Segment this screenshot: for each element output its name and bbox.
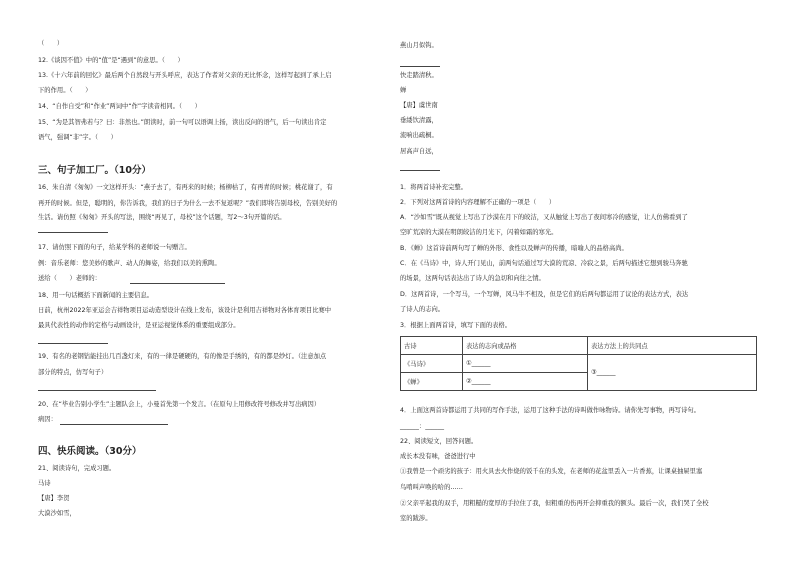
table-header-aspiration: 表达的志向或品格 bbox=[463, 337, 588, 355]
question-21-4: 4．上面这两首诗都运用了共同的写作手法，运用了这种手法的诗叫做作咏物诗。请你先写事物，再写诗句。 bbox=[400, 407, 700, 414]
section-4-heading: 四、快乐阅读。（30分） bbox=[38, 446, 142, 457]
table-cell-poem-ma: 《马诗》 bbox=[401, 355, 463, 373]
question-16-line2: 再开的时候。但是，聪明的，你告诉我，我们的日子为什么一去不复返呢？”我们即将告别母校，告别美好的 bbox=[38, 200, 338, 207]
question-17: 17、请仿照下面的句子，给某学科的老师说一句赠言。 bbox=[38, 244, 191, 251]
table-row bbox=[401, 355, 757, 373]
table-cell-blank-1[interactable]: ①______ bbox=[463, 355, 588, 373]
poem-comparison-table bbox=[400, 336, 757, 391]
poem-1-blank bbox=[400, 66, 440, 67]
answer-line-20 bbox=[60, 424, 168, 425]
poem-1-line1: 大漠沙如雪， bbox=[38, 510, 76, 517]
table-header-method: 表达方法上的共同点 bbox=[588, 337, 757, 355]
question-16-line3: 生活。请仿照《匆匆》开头的写法，围绕“再见了，母校”这个话题，写2～3句开篇的话。 bbox=[38, 214, 286, 221]
answer-line-16 bbox=[38, 232, 108, 233]
question-22: 22、阅读短文，回答问题。 bbox=[400, 438, 478, 445]
table-cell-poem-chan: 《蝉》 bbox=[401, 373, 463, 391]
poem-2-line1: 垂緌饮清露， bbox=[400, 117, 438, 124]
question-21-1: 1．将两首诗补充完整。 bbox=[400, 184, 467, 191]
question-20: 20、在“毕业告别小学生”主题队会上，小曼首先第一个发言。（在原句上用修改符号修改并写出病因） bbox=[38, 401, 321, 408]
section-3-heading: 三、句子加工厂。（10分） bbox=[38, 165, 151, 176]
question-13-line1: 13.《十六年前的回忆》最后两个自然段与开头呼应，表达了作者对父亲的无比怀念，这样写起到了承上启 bbox=[38, 72, 332, 79]
option-d-line1: D．这两首诗，一个写马，一个写蝉，风马牛不相及，但是它们的后两句都运用了议论的表达方式，表达 bbox=[400, 291, 689, 298]
question-18: 18、用一句话概括下面新闻的主要信息。 bbox=[38, 292, 154, 299]
question-21-3: 3．根据上面两首诗，填写下面的表格。 bbox=[400, 322, 512, 329]
question-12: 12.《谈因不值》中的“值”是“遇到”的意思。（ ） bbox=[38, 57, 184, 64]
question-19-line1: 19、有名的老钢钻能挂出几百盏灯来，有的一律是硬硬的，有的像是手绣的，有的都是纱灯。（注意加点 bbox=[38, 353, 327, 360]
table-header-poem: 古诗 bbox=[401, 337, 463, 355]
question-13-line2: 下的作用。（ ） bbox=[38, 87, 92, 94]
question-17-prompt: 送给（ ）老师的： bbox=[38, 275, 101, 282]
option-c-line1: C．在《马诗》中，诗人开门见山，前两句话通过写大漠的荒凉、冷寂之景，后两句描述它想到骏马奔驰 bbox=[400, 260, 688, 267]
passage-para1-line1: ①我曾是一个顽劣的孩子：用火具去火作烧的饭千在的头发，在老师的花盆里丢入一片香蕉，让课桌抽屉里塞 bbox=[400, 468, 703, 475]
option-a-line2: 空旷荒凉的大漠在明朗皎洁的月光下，闪着如霜的寒光。 bbox=[400, 229, 558, 236]
poem-2-line3: 居高声自远， bbox=[400, 148, 438, 155]
question-15-line2: 语气，强调“非”字。（ ） bbox=[38, 134, 117, 141]
question-17-example: 例：音乐老师：您美妙的歌声、动人的舞姿，给我们以美的熏陶。 bbox=[38, 260, 221, 267]
table-cell-blank-3[interactable]: ③______ bbox=[588, 355, 757, 391]
poem-1-line4: 快走踏清秋。 bbox=[400, 72, 438, 79]
table-header-row bbox=[401, 337, 757, 355]
question-14: 14、“自作自受”和“作业”两词中“作”字读音相同。（ ） bbox=[38, 103, 201, 110]
question-18-news-line1: 日前，杭州2022年亚运会吉祥物项目运动造型设计在线上发布，该设计是利用吉祥物对各体育项目比赛中 bbox=[38, 307, 332, 314]
option-b: B．《蝉》这首诗前两句写了蝉的外形、食性以及蝉声的传播，暗喻人的品格高尚。 bbox=[400, 245, 628, 252]
question-15-line1: 15、“为是其智弗若与？曰：非然也。”朗读时，前一句可以语调上扬，读出反问的语气，后一句读出肯定 bbox=[38, 119, 327, 126]
passage-para1-line2: 鸟啃叫声唤的哈的…… bbox=[400, 484, 463, 491]
poem-2-author: 【唐】虞世南 bbox=[400, 102, 438, 109]
option-a-line1: A．“沙如雪”既从视觉上写出了沙漠在月下的皎洁，又从触觉上写出了夜间寒冷的感觉，让人仿佛看到了 bbox=[400, 214, 688, 221]
poem-2-line2: 流响出疏桐。 bbox=[400, 132, 438, 139]
question-21-4-answer: ______：______ bbox=[400, 423, 445, 430]
option-c-line2: 的场景，这两句话表达出了诗人的急切和向往之情。 bbox=[400, 275, 545, 282]
answer-line-18 bbox=[38, 343, 108, 344]
poem-2-title: 蝉 bbox=[400, 87, 407, 94]
poem-1-author: 【唐】李贺 bbox=[38, 495, 70, 502]
question-19-line2: 部分的特点，仿写句子） bbox=[38, 369, 108, 376]
question-21: 21、阅读诗句，完成习题。 bbox=[38, 465, 116, 472]
poem-2-blank bbox=[400, 170, 440, 171]
answer-line-17 bbox=[130, 283, 225, 284]
passage-title: 成长本没有味，爸爸进行中 bbox=[400, 453, 476, 460]
poem-1-line2: 燕山月似钩。 bbox=[400, 42, 438, 49]
question-16-line1: 16、朱自清《匆匆》一文这样开头：“燕子去了，有再来的时候；杨柳枯了，有再青的时候；桃花谢了，有 bbox=[38, 184, 333, 191]
question-21-2: 2．下列对这两首诗的内容理解不正确的一项是（ ） bbox=[400, 199, 556, 206]
option-d-line2: 了诗人的志向。 bbox=[400, 306, 445, 313]
passage-para2-line2: 室的跋涉。 bbox=[400, 515, 432, 522]
poem-1-title: 马诗 bbox=[38, 480, 51, 487]
question-18-news-line2: 最具代表性的动作的定格与动画设计，是亚运视觉体系的重要组成部分。 bbox=[38, 322, 240, 329]
question-11-tail: （ ） bbox=[38, 40, 64, 47]
table-cell-blank-2[interactable]: ②______ bbox=[463, 373, 588, 391]
question-20-cause-label: 病因： bbox=[38, 416, 57, 423]
answer-line-19 bbox=[38, 390, 156, 391]
passage-para2-line1: ②父亲平起我的双手，用粗糙的宽厚的手拉住了我，但粗重的伤再开会抑重我的额头。最后一次，我们哭了全校 bbox=[400, 500, 709, 507]
